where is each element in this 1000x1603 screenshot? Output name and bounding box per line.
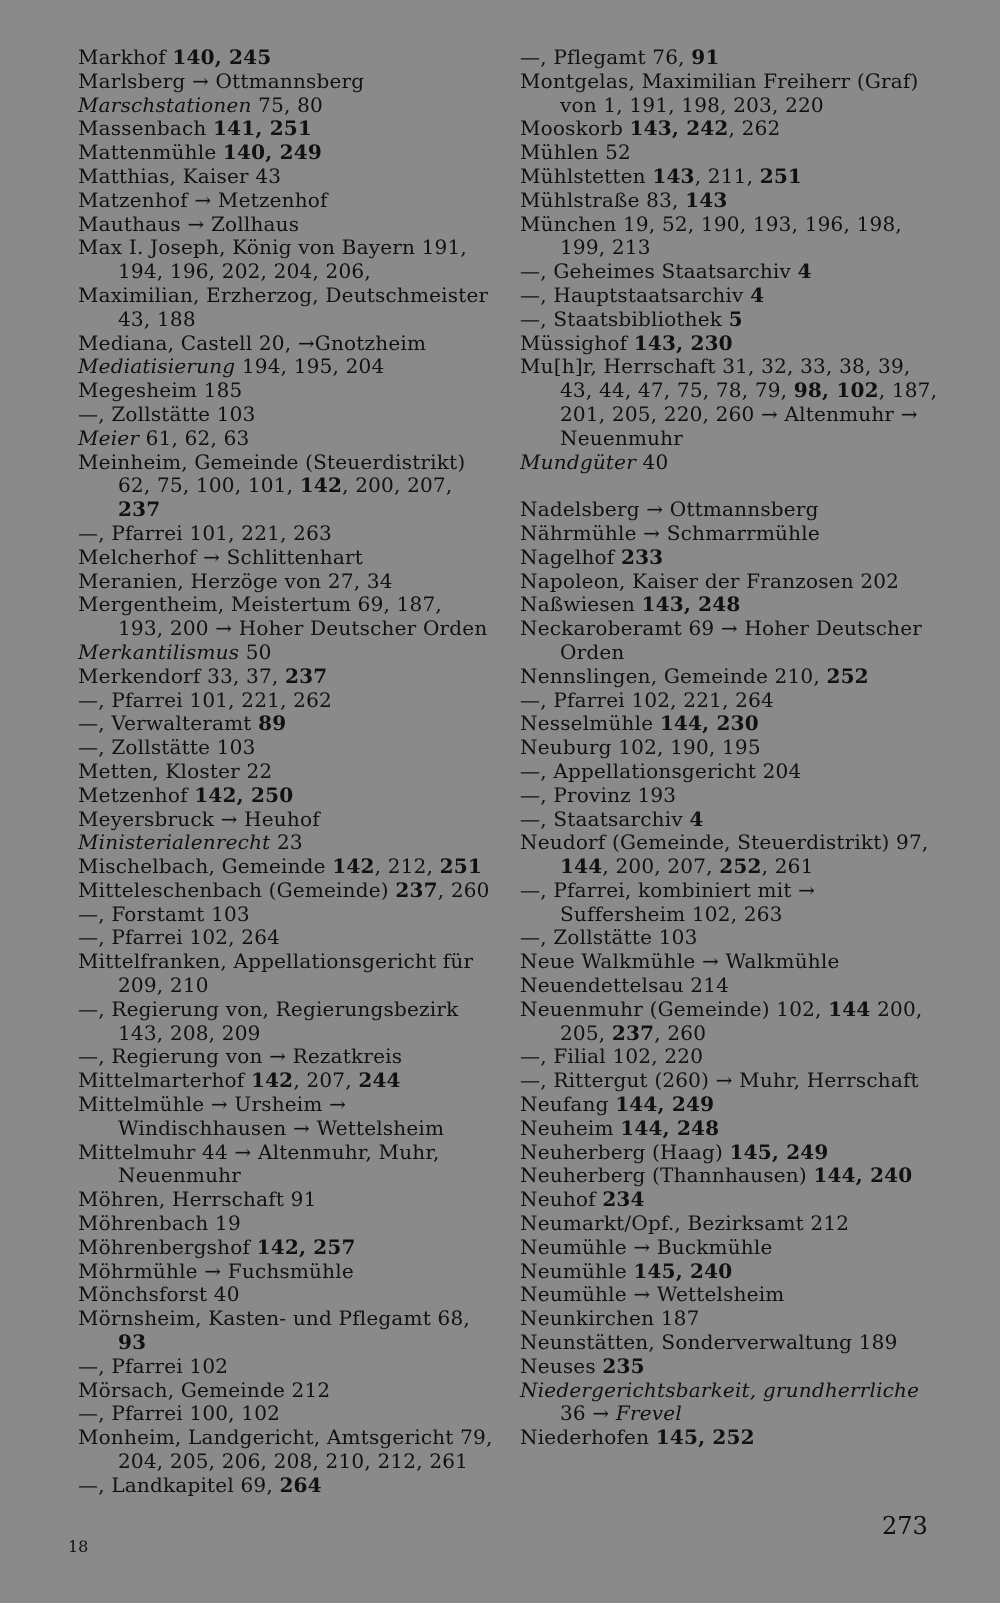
page-reference-bold: 98, 102 bbox=[793, 378, 879, 403]
entry-text: Neuherberg (Thannhausen) bbox=[520, 1163, 814, 1188]
index-entry bbox=[78, 784, 493, 808]
entry-text: —, Pfarrei 101, 221, 263 bbox=[78, 520, 332, 545]
page-reference-bold: 252 bbox=[719, 854, 762, 879]
index-entry bbox=[78, 998, 493, 1046]
entry-text: Möhrenbach 19 bbox=[78, 1211, 241, 1236]
index-entry bbox=[520, 1426, 940, 1450]
page-reference-bold: 143 bbox=[685, 187, 728, 212]
entry-text: Neumühle bbox=[520, 1258, 634, 1283]
index-entry bbox=[78, 1236, 493, 1260]
subject-term: Marschstationen bbox=[78, 92, 252, 117]
entry-text: Mattenmühle bbox=[78, 140, 223, 165]
entry-text: Nennslingen, Gemeinde 210, bbox=[520, 663, 827, 688]
page-reference-bold: 89 bbox=[258, 711, 287, 736]
page-reference-bold: 144 bbox=[560, 854, 603, 879]
index-entry bbox=[520, 593, 940, 617]
index-entry bbox=[78, 236, 493, 284]
entry-text: —, Regierung von → Rezatkreis bbox=[78, 1044, 403, 1069]
page-reference-bold: 140, 245 bbox=[172, 45, 272, 69]
entry-text: Möhren, Herrschaft 91 bbox=[78, 1187, 317, 1212]
index-entry bbox=[520, 332, 940, 356]
entry-text: —, Regierung von, Regierungsbezirk 143, 208, 209 bbox=[78, 996, 459, 1045]
entry-text: Neumühle → Buckmühle bbox=[520, 1234, 773, 1259]
entry-text: München 19, 52, 190, 193, 196, 198, 199, 213 bbox=[520, 211, 902, 260]
index-entry bbox=[520, 950, 940, 974]
index-entry bbox=[78, 427, 493, 451]
entry-text: , 212, bbox=[374, 854, 440, 879]
index-entry bbox=[520, 1212, 940, 1236]
page-reference-bold: 144, 230 bbox=[659, 711, 759, 736]
index-entry bbox=[78, 355, 493, 379]
index-entry bbox=[520, 760, 940, 784]
entry-text: —, Hauptstaatsarchiv bbox=[520, 282, 751, 307]
printer-signature: 18 bbox=[68, 1537, 89, 1556]
index-entry bbox=[520, 736, 940, 760]
entry-text: , 260 bbox=[654, 1020, 707, 1045]
index-entry bbox=[520, 1164, 940, 1188]
index-entry bbox=[78, 546, 493, 570]
index-entry bbox=[78, 736, 493, 760]
entry-text: Neufang bbox=[520, 1092, 616, 1117]
entry-text: Maximilian, Erzherzog, Deutschmeister 43, 188 bbox=[78, 282, 489, 331]
entry-text: Matthias, Kaiser 43 bbox=[78, 163, 282, 188]
index-entry bbox=[78, 141, 493, 165]
index-entry bbox=[78, 570, 493, 594]
entry-text: Möhrmühle → Fuchsmühle bbox=[78, 1258, 354, 1283]
index-entry bbox=[78, 831, 493, 855]
index-entry bbox=[520, 879, 940, 927]
entry-text: Mediana, Castell 20, →Gnotzheim bbox=[78, 330, 427, 355]
page-reference-bold: 143, 242 bbox=[629, 116, 729, 141]
page-reference-bold: 145, 252 bbox=[655, 1425, 755, 1450]
index-entry bbox=[78, 189, 493, 213]
entry-text: —, Pfarrei 101, 221, 262 bbox=[78, 687, 332, 712]
entry-text: Montgelas, Maximilian Freiherr (Graf) von 1, 191, 198, 203, 220 bbox=[520, 68, 919, 117]
entry-text: Mittelmühle → Ursheim → Windischhausen → Wettelsheim bbox=[78, 1092, 445, 1140]
index-entry bbox=[78, 760, 493, 784]
index-entry bbox=[520, 1379, 940, 1427]
index-entry bbox=[78, 1283, 493, 1307]
entry-text: Markhof bbox=[78, 45, 173, 69]
index-entry bbox=[78, 332, 493, 356]
page-reference-bold: 144, 248 bbox=[620, 1115, 720, 1140]
subject-term: Frevel bbox=[615, 1401, 682, 1426]
entry-text: —, Provinz 193 bbox=[520, 782, 677, 807]
index-entry bbox=[520, 1355, 940, 1379]
page-reference-bold: 5 bbox=[728, 306, 743, 331]
entry-text: , 200, 207, bbox=[342, 473, 453, 498]
entry-text: —, Zollstätte 103 bbox=[78, 401, 256, 426]
entry-text: Nagelhof bbox=[520, 544, 621, 569]
page-reference-bold: 237 bbox=[395, 877, 438, 902]
entry-text: —, Verwalteramt bbox=[78, 711, 259, 736]
entry-text: —, Pfarrei, kombiniert mit → Suffersheim 102, 263 bbox=[520, 877, 816, 926]
entry-text: Neue Walkmühle → Walkmühle bbox=[520, 949, 840, 974]
index-entry bbox=[520, 808, 940, 832]
entry-text: Meyersbruck → Heuhof bbox=[78, 806, 320, 831]
index-entry bbox=[78, 1212, 493, 1236]
entry-text: —, Staatsarchiv bbox=[520, 806, 690, 831]
index-entry bbox=[520, 308, 940, 332]
entry-text: —, Pfarrei 102, 221, 264 bbox=[520, 687, 774, 712]
entry-text: Meinheim, Gemeinde (Steuerdistrikt) 62, 75, 100, 101, bbox=[78, 449, 466, 498]
entry-text: Müssighof bbox=[520, 330, 634, 355]
index-entry bbox=[78, 950, 493, 998]
index-entry bbox=[520, 784, 940, 808]
entry-text: Mühlstraße 83, bbox=[520, 187, 686, 212]
entry-text: —, Appellationsgericht 204 bbox=[520, 758, 802, 783]
entry-text: 194, 195, 204 bbox=[235, 354, 385, 379]
subject-term: Ministerialenrecht bbox=[78, 830, 271, 855]
entry-text: Neunkirchen 187 bbox=[520, 1306, 700, 1331]
index-entry bbox=[520, 498, 940, 522]
page-reference-bold: 142 bbox=[250, 1068, 294, 1093]
entry-text: Neumühle → Wettelsheim bbox=[520, 1282, 785, 1307]
index-entry bbox=[78, 665, 493, 689]
entry-text: Mörnsheim, Kasten- und Pflegamt 68, bbox=[78, 1306, 470, 1331]
index-entry bbox=[78, 1141, 493, 1189]
index-entry bbox=[520, 1188, 940, 1212]
index-entry bbox=[78, 451, 493, 522]
entry-text: 23 bbox=[270, 830, 303, 855]
index-entry bbox=[520, 998, 940, 1046]
entry-text: Mooskorb bbox=[520, 116, 630, 141]
entry-text: Neuheim bbox=[520, 1115, 621, 1140]
entry-text: —, Pfarrei 102 bbox=[78, 1353, 229, 1378]
index-entry bbox=[78, 379, 493, 403]
page-reference-bold: 144 bbox=[828, 996, 871, 1021]
entry-text: Neuhof bbox=[520, 1187, 603, 1212]
subject-term: Meier bbox=[78, 425, 140, 450]
index-entry bbox=[78, 70, 493, 94]
entry-text: Mönchsforst 40 bbox=[78, 1282, 240, 1307]
index-entry bbox=[520, 165, 940, 189]
index-column-right bbox=[520, 46, 940, 1450]
page-reference-bold: 4 bbox=[689, 806, 704, 831]
index-entry bbox=[520, 831, 940, 879]
page-reference-bold: 234 bbox=[602, 1187, 645, 1212]
entry-text: Neuburg 102, 190, 195 bbox=[520, 735, 761, 760]
page-reference-bold: 237 bbox=[118, 497, 161, 522]
entry-text: —, Zollstätte 103 bbox=[520, 925, 698, 950]
page-reference-bold: 233 bbox=[620, 544, 664, 569]
index-entry bbox=[520, 451, 940, 475]
entry-text: , 187, 201, 205, 220, 260 → Altenmuhr → Neuenmuhr bbox=[560, 378, 938, 450]
index-entry bbox=[78, 1307, 493, 1355]
page-number: 273 bbox=[882, 1512, 928, 1540]
entry-text: Neuendettelsau 214 bbox=[520, 973, 730, 998]
entry-text: Metzenhof bbox=[78, 782, 195, 807]
entry-text: Mörsach, Gemeinde 212 bbox=[78, 1377, 331, 1402]
entry-text: —, Pfarrei 100, 102 bbox=[78, 1401, 281, 1426]
index-entry bbox=[520, 1045, 940, 1069]
entry-text: Nadelsberg → Ottmannsberg bbox=[520, 497, 819, 522]
entry-text: Napoleon, Kaiser der Franzosen 202 bbox=[520, 568, 900, 593]
index-entry bbox=[520, 117, 940, 141]
entry-text: Neudorf (Gemeinde, Steuerdistrikt) 97, bbox=[520, 830, 929, 855]
index-entry bbox=[520, 70, 940, 118]
entry-text: Mergentheim, Meistertum 69, 187, 193, 200 → Hoher Deutscher Orden bbox=[78, 592, 488, 641]
entry-text: 61, 62, 63 bbox=[139, 425, 250, 450]
entry-text: Möhrenbergshof bbox=[78, 1234, 257, 1259]
index-entry bbox=[78, 1093, 493, 1141]
index-entry bbox=[78, 1355, 493, 1379]
entry-text: Meranien, Herzöge von 27, 34 bbox=[78, 568, 393, 593]
page-reference-bold: 251 bbox=[759, 163, 803, 188]
page-reference-bold: 4 bbox=[750, 282, 765, 307]
page-reference-bold: 142 bbox=[299, 473, 343, 498]
entry-text: Mu[h]r, Herrschaft 31, 32, 33, 38, 39, 43, 44, 47, 75, 78, 79, bbox=[520, 354, 911, 403]
index-entry bbox=[78, 1069, 493, 1093]
index-entry bbox=[520, 141, 940, 165]
index-entry bbox=[78, 593, 493, 641]
index-entry bbox=[520, 712, 940, 736]
entry-text: Marlsberg → Ottmannsberg bbox=[78, 68, 365, 93]
entry-text: Neuses bbox=[520, 1353, 603, 1378]
index-entry bbox=[520, 1069, 940, 1093]
entry-text: Max I. Joseph, König von Bayern 191, 194, 196, 202, 204, 206, bbox=[78, 235, 467, 284]
entry-text: —, Forstamt 103 bbox=[78, 901, 250, 926]
index-entry bbox=[78, 213, 493, 237]
index-entry bbox=[78, 165, 493, 189]
entry-text: —, Pflegamt 76, bbox=[520, 45, 692, 69]
index-entry bbox=[520, 1260, 940, 1284]
page-reference-bold: 235 bbox=[602, 1353, 645, 1378]
page-reference-bold: 144, 240 bbox=[813, 1163, 913, 1188]
entry-text: Merkendorf 33, 37, bbox=[78, 663, 286, 688]
entry-text: Neuherberg (Haag) bbox=[520, 1139, 730, 1164]
page-reference-bold: 237 bbox=[611, 1020, 655, 1045]
index-entry bbox=[78, 284, 493, 332]
entry-text: Neckaroberamt 69 → Hoher Deutscher Orden bbox=[520, 616, 923, 664]
entry-text: —, Filial 102, 220 bbox=[520, 1044, 704, 1069]
page-reference-bold: 143, 230 bbox=[633, 330, 733, 355]
page-reference-bold: 91 bbox=[691, 45, 720, 69]
index-entry bbox=[520, 260, 940, 284]
index-entry bbox=[78, 522, 493, 546]
entry-text: Neuenmuhr (Gemeinde) 102, bbox=[520, 996, 829, 1021]
entry-text: Naßwiesen bbox=[520, 592, 642, 617]
page-reference-bold: 251 bbox=[439, 854, 482, 879]
entry-text: Massenbach bbox=[78, 116, 214, 141]
index-entry bbox=[520, 213, 940, 261]
entry-text: —, Rittergut (260) → Muhr, Herrschaft bbox=[520, 1068, 919, 1093]
page-reference-bold: 237 bbox=[285, 663, 328, 688]
index-entry bbox=[520, 284, 940, 308]
entry-text: Niederhofen bbox=[520, 1425, 656, 1450]
entry-text: 200, 205, bbox=[560, 996, 923, 1045]
index-entry bbox=[520, 617, 940, 665]
index-entry bbox=[78, 94, 493, 118]
index-entry bbox=[520, 974, 940, 998]
index-entry bbox=[78, 403, 493, 427]
index-entry bbox=[520, 1236, 940, 1260]
index-entry bbox=[520, 570, 940, 594]
subject-term: Mundgüter bbox=[520, 449, 636, 474]
index-entry bbox=[78, 1426, 493, 1474]
index-entry bbox=[520, 689, 940, 713]
page-reference-bold: 252 bbox=[826, 663, 869, 688]
entry-text: Nährmühle → Schmarrmühle bbox=[520, 520, 820, 545]
entry-text: Nesselmühle bbox=[520, 711, 660, 736]
entry-text: —, Pfarrei 102, 264 bbox=[78, 925, 281, 950]
index-entry bbox=[520, 1117, 940, 1141]
entry-text: Mühlstetten bbox=[520, 163, 653, 188]
index-entry bbox=[78, 641, 493, 665]
index-column-left bbox=[78, 46, 493, 1498]
entry-text: Megesheim 185 bbox=[78, 378, 243, 403]
page-reference-bold: 143 bbox=[652, 163, 695, 188]
page-reference-bold: 145, 249 bbox=[729, 1139, 829, 1164]
entry-text: , 260 bbox=[437, 877, 490, 902]
entry-text: —, Staatsbibliothek bbox=[520, 306, 729, 331]
index-entry bbox=[78, 689, 493, 713]
entry-text: , 200, 207, bbox=[602, 854, 720, 879]
entry-text: —, Geheimes Staatsarchiv bbox=[520, 259, 798, 284]
entry-text: Neunstätten, Sonderverwaltung 189 bbox=[520, 1330, 898, 1355]
entry-text: 75, 80 bbox=[251, 92, 323, 117]
index-entry bbox=[78, 903, 493, 927]
entry-text: Mauthaus → Zollhaus bbox=[78, 211, 300, 236]
index-entry bbox=[78, 712, 493, 736]
entry-text: , 261 bbox=[761, 854, 814, 879]
page-reference-bold: 142, 257 bbox=[256, 1234, 356, 1259]
index-entry bbox=[78, 1379, 493, 1403]
entry-text: Monheim, Landgericht, Amtsgericht 79, 204, 205, 206, 208, 210, 212, 261 bbox=[78, 1425, 493, 1474]
index-entry bbox=[520, 1093, 940, 1117]
entry-text: 50 bbox=[239, 639, 272, 664]
entry-text: Neumarkt/Opf., Bezirksamt 212 bbox=[520, 1211, 850, 1236]
entry-text: —, Zollstätte 103 bbox=[78, 735, 256, 760]
index-entry bbox=[520, 355, 940, 450]
entry-text: Mittelmuhr 44 → Altenmuhr, Muhr, Neuenmuhr bbox=[78, 1139, 440, 1188]
index-entry bbox=[78, 46, 493, 70]
index-entry bbox=[78, 926, 493, 950]
entry-text: Mittelfranken, Appellationsgericht für 209, 210 bbox=[78, 949, 474, 998]
entry-text: Mitteleschenbach (Gemeinde) bbox=[78, 877, 396, 902]
entry-text: Metten, Kloster 22 bbox=[78, 758, 273, 783]
entry-text: —, Landkapitel 69, bbox=[78, 1472, 280, 1497]
subject-term: Niedergerichtsbarkeit, grundherrliche bbox=[520, 1377, 920, 1402]
index-entry bbox=[78, 808, 493, 832]
index-entry bbox=[78, 1402, 493, 1426]
subject-term: Mediatisierung bbox=[78, 354, 236, 379]
page-reference-bold: 141, 251 bbox=[213, 116, 313, 141]
entry-text: , 211, bbox=[694, 163, 760, 188]
page-reference-bold: 142, 250 bbox=[194, 782, 294, 807]
page-reference-bold: 140, 249 bbox=[222, 140, 322, 165]
index-entry bbox=[78, 1188, 493, 1212]
index-entry bbox=[520, 46, 940, 70]
entry-text: , 262 bbox=[728, 116, 781, 141]
index-entry bbox=[520, 665, 940, 689]
entry-text: 40 bbox=[635, 449, 669, 474]
page-reference-bold: 244 bbox=[358, 1068, 401, 1093]
index-entry bbox=[78, 855, 493, 879]
page-reference-bold: 145, 240 bbox=[633, 1258, 733, 1283]
entry-text: Matzenhof → Metzenhof bbox=[78, 187, 328, 212]
entry-text: Mittelmarterhof bbox=[78, 1068, 251, 1093]
page-reference-bold: 143, 248 bbox=[641, 592, 741, 617]
entry-text: Melcherhof → Schlittenhart bbox=[78, 544, 363, 569]
entry-text: Mischelbach, Gemeinde bbox=[78, 854, 333, 879]
page-reference-bold: 4 bbox=[797, 259, 812, 284]
index-entry bbox=[78, 1045, 493, 1069]
index-entry bbox=[520, 1283, 940, 1307]
page-reference-bold: 93 bbox=[118, 1330, 147, 1355]
page-reference-bold: 142 bbox=[332, 854, 375, 879]
index-entry bbox=[520, 1307, 940, 1331]
entry-text: 36 → bbox=[560, 1401, 616, 1426]
index-entry bbox=[78, 117, 493, 141]
index-entry bbox=[520, 189, 940, 213]
page-reference-bold: 264 bbox=[279, 1472, 322, 1497]
index-entry bbox=[78, 1260, 493, 1284]
subject-term: Merkantilismus bbox=[78, 639, 240, 664]
index-entry bbox=[520, 926, 940, 950]
index-entry bbox=[78, 879, 493, 903]
page-reference-bold: 144, 249 bbox=[615, 1092, 715, 1117]
entry-text: Mühlen 52 bbox=[520, 140, 631, 165]
index-entry bbox=[78, 1474, 493, 1498]
index-entry bbox=[520, 522, 940, 546]
index-entry bbox=[520, 1331, 940, 1355]
index-entry bbox=[520, 546, 940, 570]
entry-text: , 207, bbox=[293, 1068, 359, 1093]
index-entry bbox=[520, 1141, 940, 1165]
